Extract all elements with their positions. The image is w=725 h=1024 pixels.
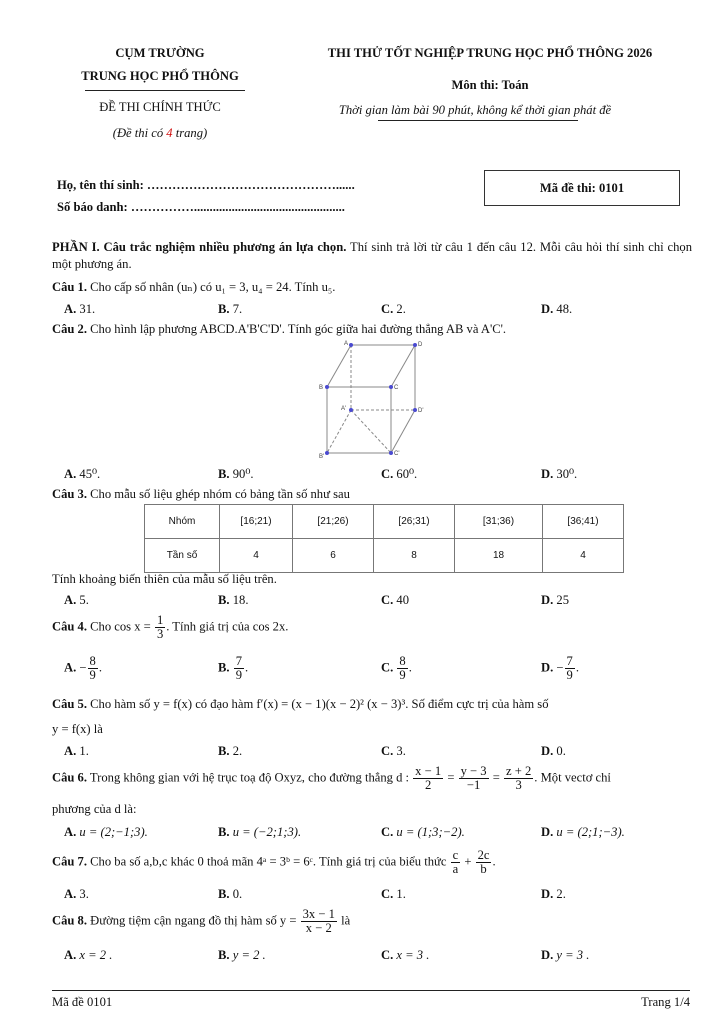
q5-option-d[interactable]: D. 0. [541,744,566,758]
header-underline [85,90,245,91]
q1-option-a[interactable]: A. 31. [64,302,96,316]
question-5: Câu 5. Cho hàm số y = f(x) có đạo hàm f′(x) = (x − 1)(x − 2)² (x − 3)³. Số điểm cực trị của hàm số [52,697,549,711]
question-3: Câu 3. Cho mẫu số liệu ghép nhóm có bảng tần số như sau [52,487,350,501]
table-row [145,505,624,539]
q7-option-c[interactable]: C. 1. [381,887,406,901]
q5-option-b[interactable]: B. 2. [218,744,243,758]
exam-code-box [484,170,680,206]
q3-option-a[interactable]: A. 5. [64,593,89,607]
vertex-d: D [418,342,423,348]
question-1: Câu 1. Cho cấp số nhân (uₙ) có u₁ = 3, u₄ = 24. Tính u₅. [52,280,336,294]
q5-option-c[interactable]: C. 3. [381,744,406,758]
footer-exam-code: Mã đề 0101 [52,995,113,1009]
school-cluster: CỤM TRƯỜNG [115,46,205,60]
question-6: Câu 6. Trong không gian với hệ trục toạ độ Oxyz, cho đường thẳng d : $\frac{x - 1}{2}$ = $\frac{y - 3}{-1}$ = $\frac{z + 2}{3}$ . Một vectơ chỉ [52,764,611,792]
table-cell: [21;26) [293,505,374,539]
table-cell: 4 [220,539,293,573]
table-cell: [26;31) [374,505,455,539]
q7-option-d[interactable]: D. 2. [541,887,566,901]
table-row [145,539,624,573]
page-count: (Đề thi có 4 trang) [112,126,208,140]
q2-option-d[interactable]: D. 30⁰. [541,467,578,481]
q8-option-c[interactable]: C. x = 3 . [381,948,430,962]
q2-option-b[interactable]: B. 90⁰. [218,467,254,481]
q5-option-a[interactable]: A. 1. [64,744,89,758]
table-cell: [16;21) [220,505,293,539]
q7-option-a[interactable]: A. 3. [64,887,89,901]
q3-option-d[interactable]: D. 25 [541,593,569,607]
duration-underline [378,120,578,121]
question-4: Câu 4. Cho cos x = $\frac{1}{3}$ . Tính giá trị của cos 2x. [52,613,289,641]
q3-option-b[interactable]: B. 18. [218,593,249,607]
q1-option-d[interactable]: D. 48. [541,302,573,316]
vertex-c-prime: C' [394,451,400,457]
official-label: ĐỀ THI CHÍNH THỨC [99,100,221,114]
vertex-b: B [319,385,324,391]
q3-prompt: Tính khoảng biến thiên của mẫu số liệu trên. [52,572,277,586]
q8-option-b[interactable]: B. y = 2 . [218,948,266,962]
table-cell: 8 [374,539,455,573]
question-2: Câu 2. Cho hình lập phương ABCD.A'B'C'D'. Tính góc giữa hai đường thẳng AB và A'C'. [52,322,507,336]
q4-option-b[interactable]: B. $\frac{7}{9}$ . [218,654,249,682]
table-cell: 18 [455,539,543,573]
q3-option-c[interactable]: C. 40 [381,593,409,607]
q4-option-a[interactable]: A. − $\frac{8}{9}$ . [64,654,102,682]
question-6-cont: phương của d là: [52,802,137,816]
vertex-d-prime: D' [418,408,424,414]
exam-title: THI THỬ TỐT NGHIỆP TRUNG HỌC PHỔ THÔNG 2026 [327,46,653,60]
q8-option-a[interactable]: A. x = 2 . [64,948,113,962]
q1-option-b[interactable]: B. 7. [218,302,243,316]
subject: Môn thi: Toán [451,78,529,92]
cube-figure [315,337,425,462]
table-cell: 6 [293,539,374,573]
q2-option-c[interactable]: C. 60⁰. [381,467,418,481]
part1-instructions [52,239,692,273]
table-header: Tần số [145,539,220,573]
vertex-a-prime: A' [341,406,347,412]
q2-option-a[interactable]: A. 45⁰. [64,467,101,481]
candidate-id: Số báo danh: ……………................................................ [57,200,345,214]
vertex-c: C [394,385,399,391]
table-cell: 4 [543,539,624,573]
q6-option-c[interactable]: C. u = (1;3;−2). [381,825,465,839]
q4-option-d[interactable]: D. − $\frac{7}{9}$ . [541,654,579,682]
table-cell: [36;41) [543,505,624,539]
school-level: TRUNG HỌC PHỔ THÔNG [81,69,239,83]
frequency-table [144,504,624,573]
q6-option-b[interactable]: B. u = (−2;1;3). [218,825,302,839]
question-8: Câu 8. Đường tiệm cận ngang đồ thị hàm số y = $\frac{3x - 1}{x - 2}$ là [52,907,351,935]
q7-option-b[interactable]: B. 0. [218,887,243,901]
q6-option-a[interactable]: A. u = (2;−1;3). [64,825,148,839]
vertex-a: A [344,341,349,347]
table-header: Nhóm [145,505,220,539]
candidate-name: Họ, tên thí sinh: ………………………………………...... [57,178,355,192]
footer-divider [52,990,690,991]
question-7: Câu 7. Cho ba số a,b,c khác 0 thoả mãn 4ᵃ = 3ᵇ = 6ᶜ. Tính giá trị của biểu thức $\frac{c}{a}$ + $\frac{2c}{b}$ . [52,848,496,876]
q4-option-c[interactable]: C. $\frac{8}{9}$ . [381,654,412,682]
footer-page-number: Trang 1/4 [641,995,690,1009]
q6-option-d[interactable]: D. u = (2;1;−3). [541,825,625,839]
part1-title: PHẦN I. Câu trắc nghiệm nhiều phương án lựa chọn. [52,240,347,254]
part1-desc: Thí sinh trả lời từ câu 1 đến câu 12. Mỗi câu hỏi thí sinh chỉ chọn một phương án. [52,240,692,271]
q1-option-c[interactable]: C. 2. [381,302,406,316]
vertex-b-prime: B' [319,454,325,460]
exam-code: Mã đề thi: 0101 [539,180,625,195]
question-5-cont: y = f(x) là [52,722,103,736]
duration: Thời gian làm bài 90 phút, không kể thời gian phát đề [338,103,612,117]
q8-option-d[interactable]: D. y = 3 . [541,948,590,962]
table-cell: [31;36) [455,505,543,539]
